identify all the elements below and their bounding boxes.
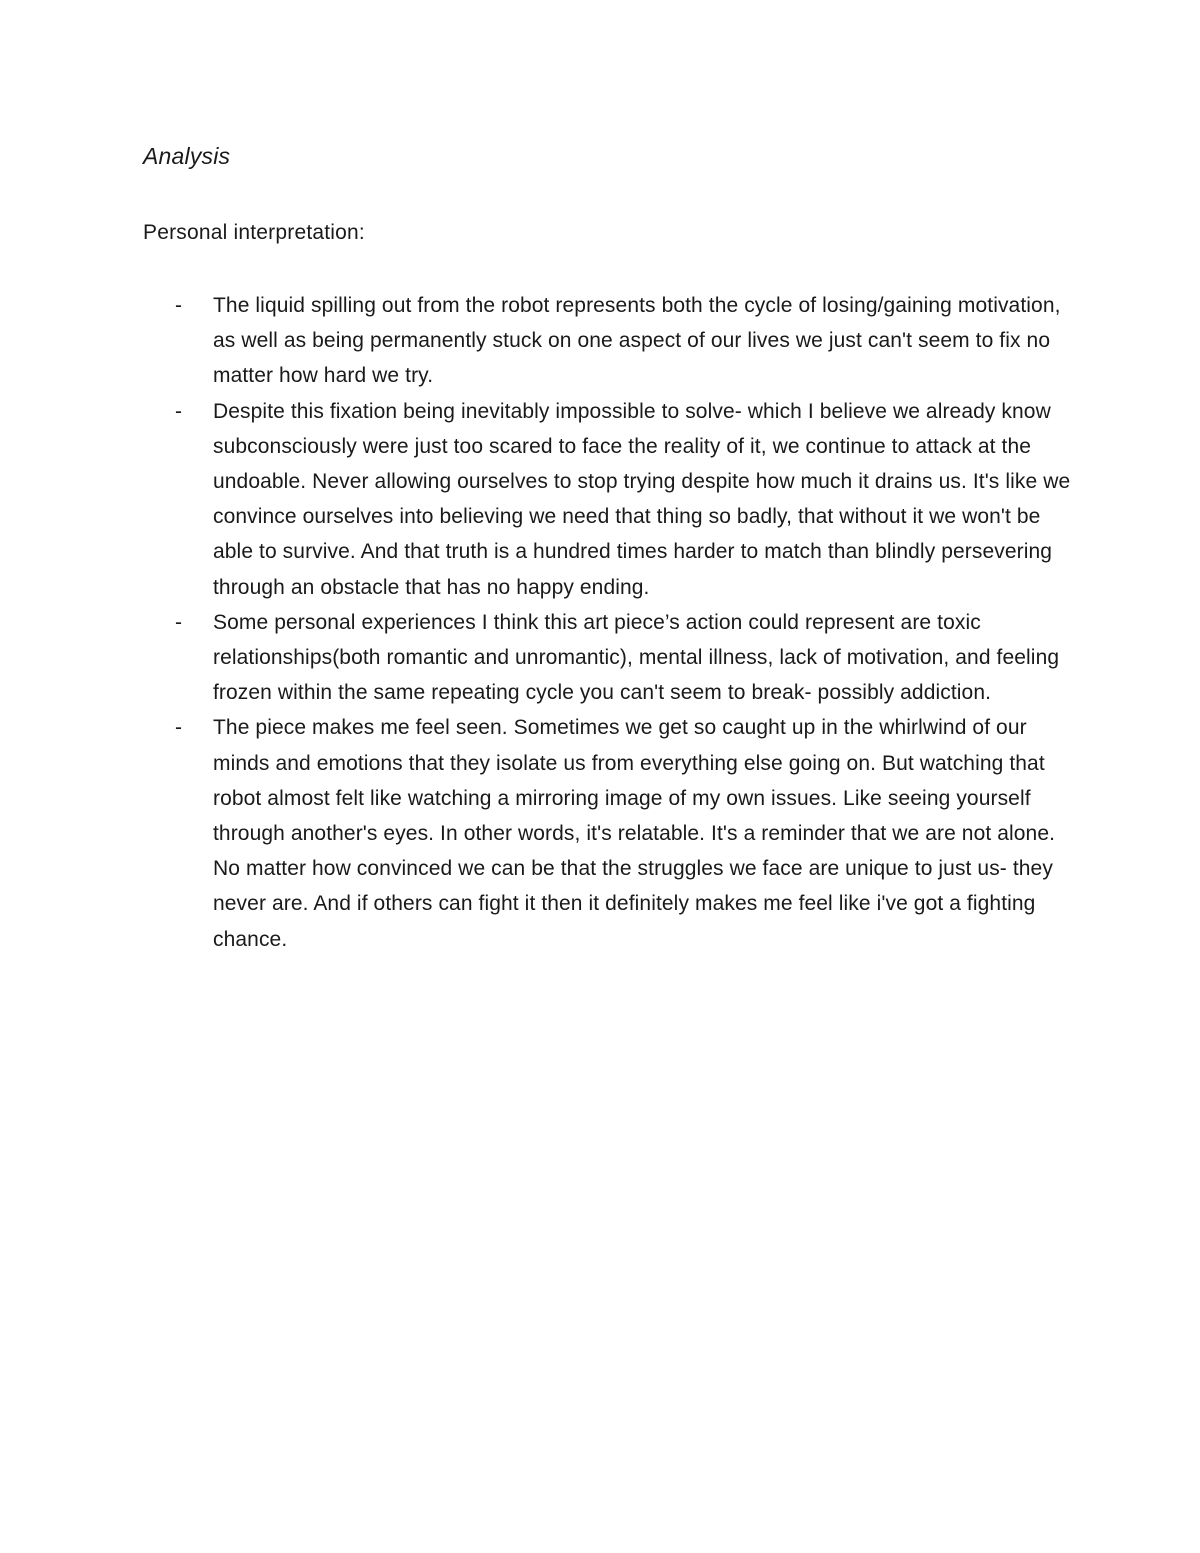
list-item [143,710,1073,956]
bullet-text: The piece makes me feel seen. Sometimes we get so caught up in the whirlwind of our minds and emotions that they isolate us from everything else going on. But watching that robot almost felt like watching a mirroring image of my own issues. Like seeing yourself through another's eyes. In other words, it's relatable. It's a reminder that we are not alone. No matter how convinced we can be that the struggles we face are unique to just us- they never are. And if others can fight it then it definitely makes me feel like i've got a fighting chance. [213,716,1056,951]
bullet-text: Despite this fixation being inevitably impossible to solve- which I believe we already know subconsciously were just too scared to face the reality of it, we continue to attack at the undoable. Never allowing ourselves to stop trying despite how much it drains us. It's like we convince ourselves into believing we need that thing so badly, that without it we won't be able to survive. And that truth is a hundred times harder to match than blindly persevering through an obstacle that has no happy ending. [213,399,1071,599]
list-item [143,394,1073,605]
bullet-list [143,288,1073,957]
list-item [143,605,1073,711]
bullet-dash: - [175,399,183,423]
bullet-text: The liquid spilling out from the robot represents both the cycle of losing/gaining motivation, as well as being permanently stuck on one aspect of our lives we just can't seem to fix no matter how hard we try. [213,294,1061,388]
document-title: Analysis [143,143,231,169]
section-subheading: Personal interpretation: [143,221,365,244]
bullet-text: Some personal experiences I think this art piece’s action could represent are toxic relationships(both romantic and unromantic), mental illness, lack of motivation, and feeling frozen within the same repeating cycle you can't seem to break- possibly addiction. [213,610,1060,705]
list-item [143,288,1073,394]
bullet-dash: - [175,716,183,740]
bullet-dash: - [175,294,183,317]
bullet-dash: - [175,610,183,634]
